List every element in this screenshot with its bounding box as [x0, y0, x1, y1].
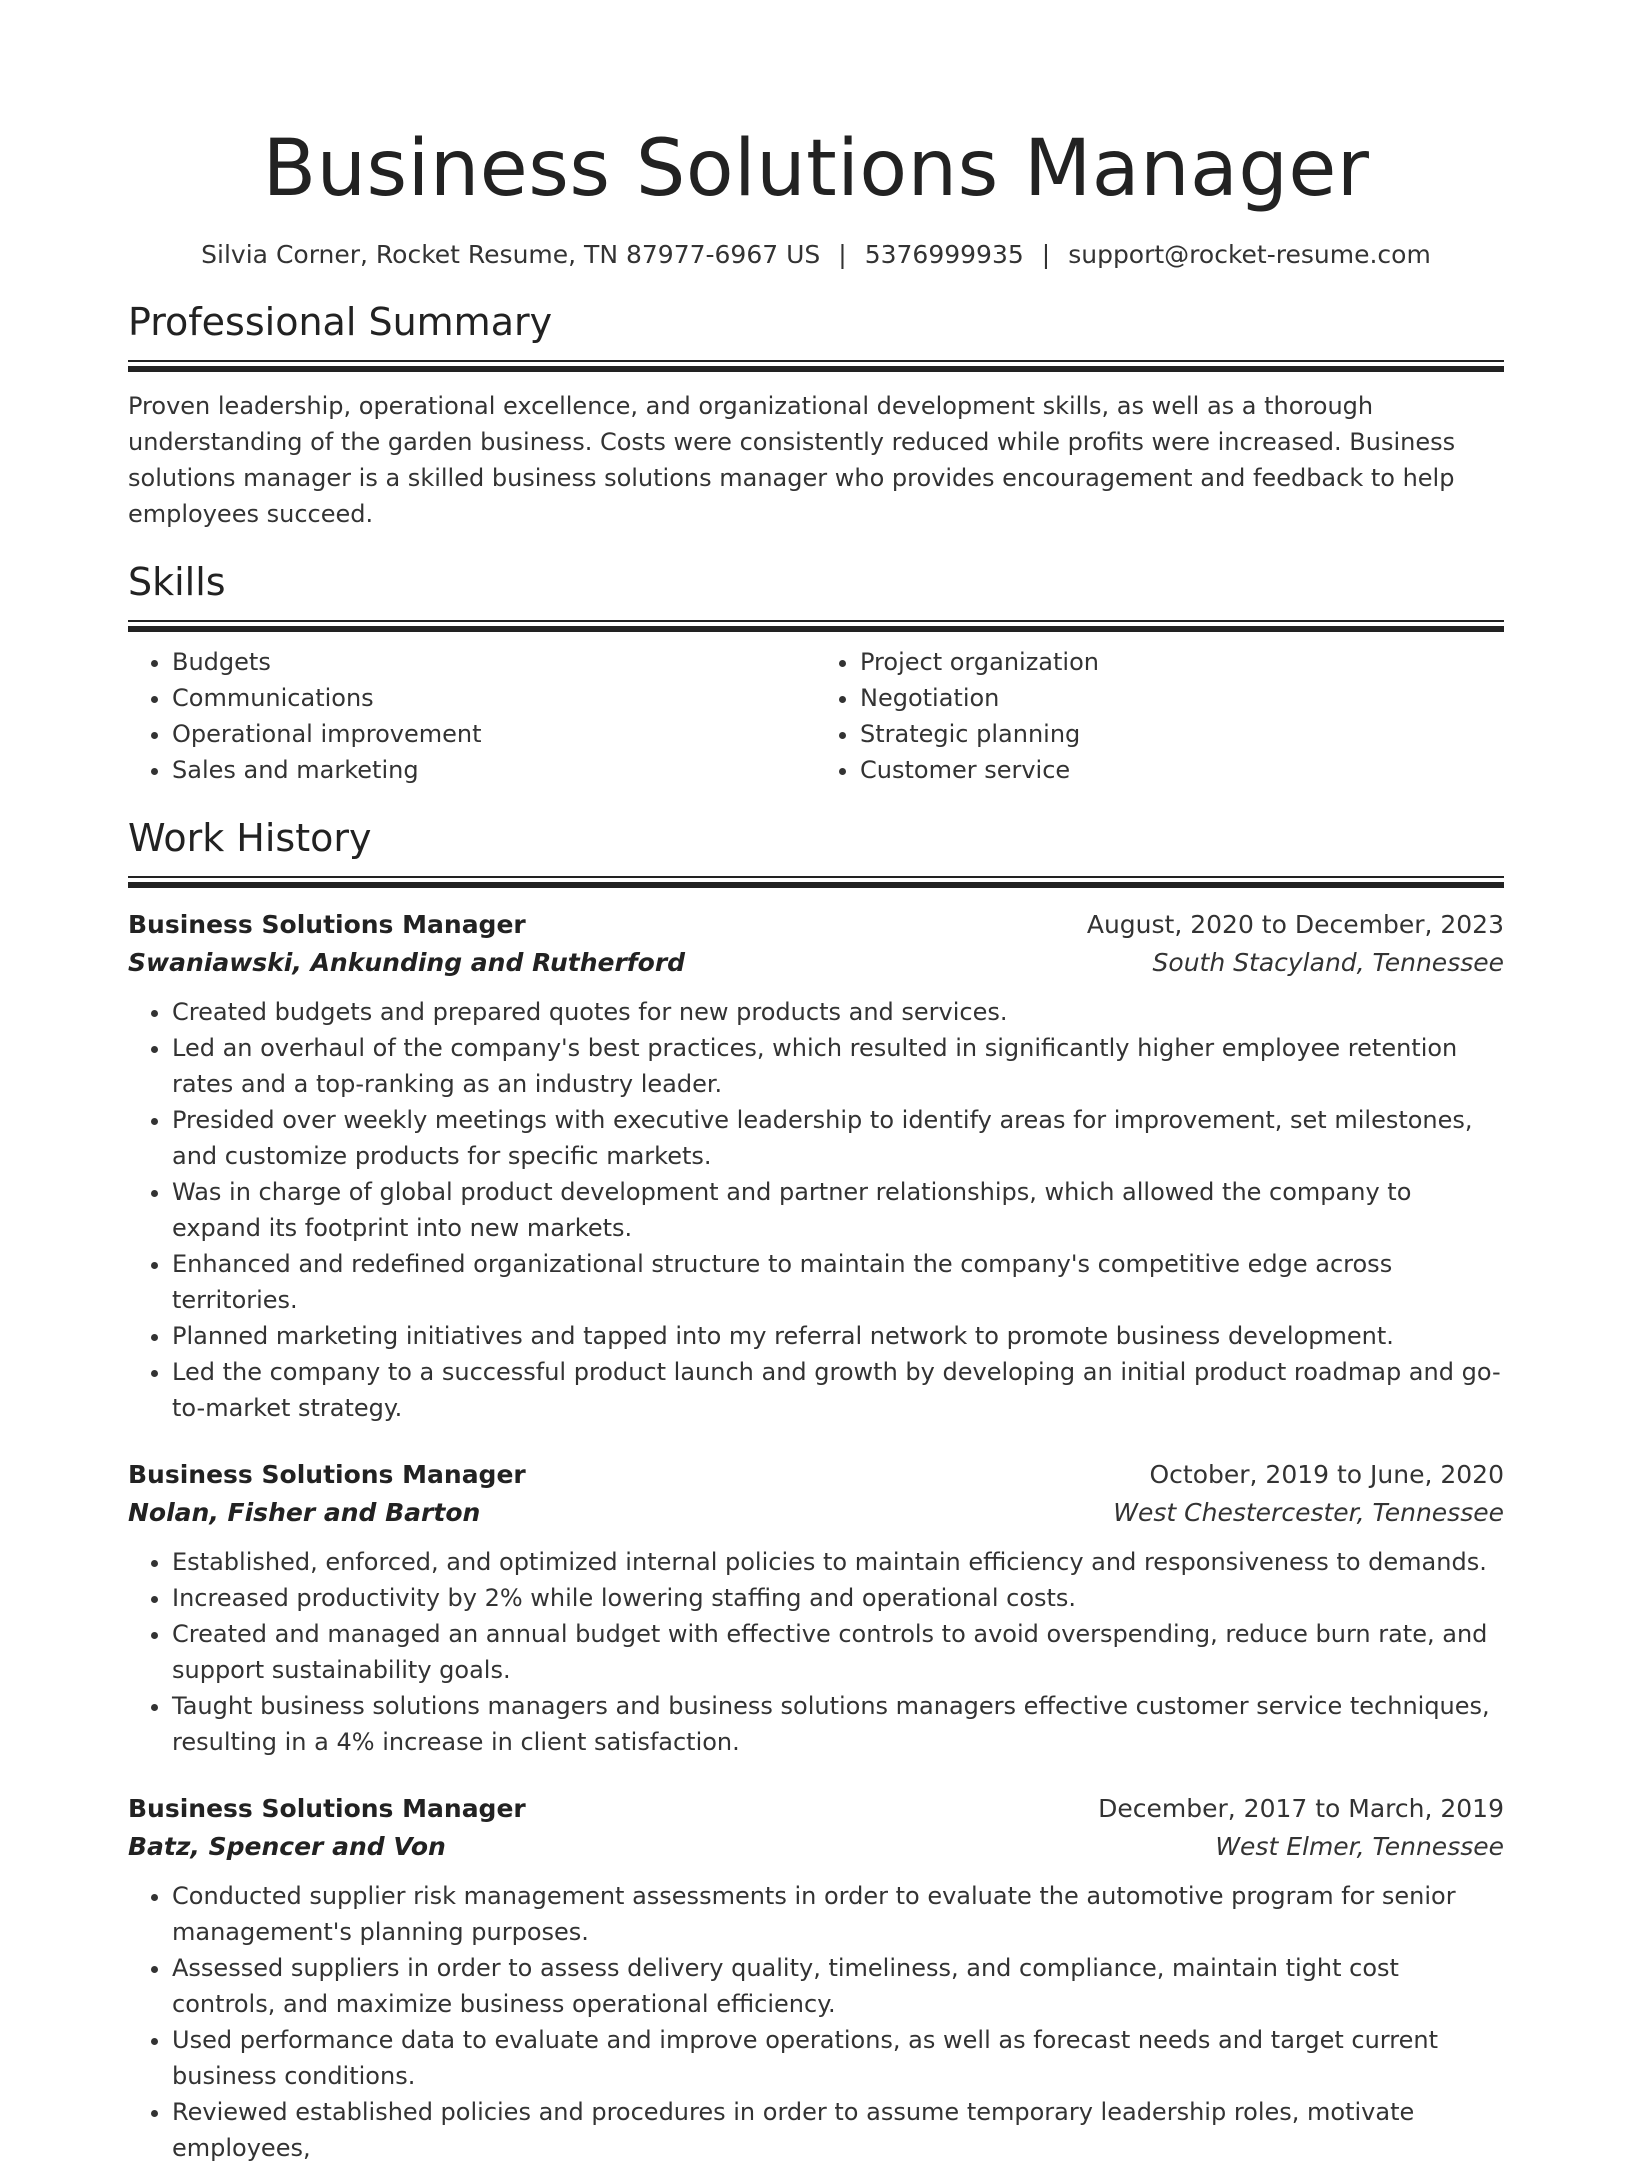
- job-employer-row: [128, 944, 1504, 982]
- skill-item: • Customer service: [860, 752, 1504, 788]
- job-location: South Stacyland, Tennessee: [1152, 948, 1504, 977]
- job-bullet: • Planned marketing initiatives and tapped into my referral network to promote business development.: [172, 1318, 1504, 1354]
- skill-item: • Strategic planning: [860, 716, 1504, 752]
- skills-column-left: [128, 644, 816, 788]
- job-bullet: • Was in charge of global product development and partner relationships, which allowed the company to expand its footprint into new markets.: [172, 1174, 1504, 1246]
- job-bullet: • Presided over weekly meetings with executive leadership to identify areas for improvement, set milestones, and customize products for specific markets.: [172, 1102, 1504, 1174]
- contact-separator: |: [1041, 240, 1051, 269]
- job-title: Business Solutions Manager: [128, 1460, 526, 1489]
- job-bullet: • Enhanced and redefined organizational structure to maintain the company's competitive edge across territories.: [172, 1246, 1504, 1318]
- skill-item: • Project organization: [860, 644, 1504, 680]
- summary-heading: Professional Summary: [128, 300, 553, 344]
- job-bullet: • Used performance data to evaluate and improve operations, as well as forecast needs and target current business conditions.: [172, 2022, 1504, 2094]
- job-header-row: [128, 906, 1504, 944]
- job-dates: December, 2017 to March, 2019: [1098, 1794, 1504, 1823]
- job-bullet: • Taught business solutions managers and business solutions managers effective customer service techniques, resulting in a 4% increase in client satisfaction.: [172, 1688, 1504, 1760]
- job-bullet: • Led the company to a successful product launch and growth by developing an initial product roadmap and go-to-market strategy.: [172, 1354, 1504, 1426]
- skill-item: • Sales and marketing: [172, 752, 816, 788]
- job-bullet: • Established, enforced, and optimized internal policies to maintain efficiency and responsiveness to demands.: [172, 1544, 1504, 1580]
- work-history-heading: Work History: [128, 816, 372, 860]
- job-bullet: • Reviewed established policies and procedures in order to assume temporary leadership roles, motivate employees,: [172, 2094, 1504, 2166]
- job-bullet: • Created and managed an annual budget with effective controls to avoid overspending, reduce burn rate, and support sustainability goals.: [172, 1616, 1504, 1688]
- summary-section: [128, 298, 1504, 532]
- job-bullet: • Increased productivity by 2% while lowering staffing and operational costs.: [172, 1580, 1504, 1616]
- work-history-section: [128, 814, 1504, 2166]
- job-bullets: [128, 994, 1504, 1426]
- job-title: Business Solutions Manager: [128, 1794, 526, 1823]
- job-company: Batz, Spencer and Von: [128, 1832, 446, 1861]
- skill-item: • Budgets: [172, 644, 816, 680]
- section-divider: [128, 360, 1504, 372]
- skills-heading: Skills: [128, 560, 226, 604]
- job-bullet: • Conducted supplier risk management assessments in order to evaluate the automotive program for senior management's planning purposes.: [172, 1878, 1504, 1950]
- job-bullet: • Assessed suppliers in order to assess delivery quality, timeliness, and compliance, maintain tight cost controls, and maximize business operational efficiency.: [172, 1950, 1504, 2022]
- contact-email: support@rocket-resume.com: [1068, 240, 1431, 269]
- job-entry: [128, 1790, 1504, 2166]
- job-location: West Elmer, Tennessee: [1215, 1832, 1504, 1861]
- job-bullets: [128, 1878, 1504, 2166]
- job-entry: [128, 906, 1504, 1426]
- contact-phone: 5376999935: [864, 240, 1024, 269]
- skills-grid: [128, 644, 1504, 788]
- job-company: Nolan, Fisher and Barton: [128, 1498, 481, 1527]
- contact-separator: |: [838, 240, 847, 269]
- summary-text: Proven leadership, operational excellence, and organizational development skills, as well as a thorough understanding of the garden business. Costs were consistently reduced while profits were increased. Business solutions manager is a skilled business solutions manager who provides encouragement and feedback to help employees succeed.: [128, 392, 1456, 528]
- skill-item: • Negotiation: [860, 680, 1504, 716]
- job-header-row: [128, 1456, 1504, 1494]
- job-dates: August, 2020 to December, 2023: [1086, 910, 1504, 939]
- job-entry: [128, 1456, 1504, 1760]
- job-company: Swaniawski, Ankunding and Rutherford: [128, 948, 686, 977]
- job-location: West Chestercester, Tennessee: [1113, 1498, 1504, 1527]
- job-title: Business Solutions Manager: [128, 910, 526, 939]
- job-bullet: • Created budgets and prepared quotes for new products and services.: [172, 994, 1504, 1030]
- job-bullets: [128, 1544, 1504, 1760]
- contact-address: Silvia Corner, Rocket Resume, TN 87977-6967 US: [201, 240, 821, 269]
- skill-item: • Communications: [172, 680, 816, 716]
- section-divider: [128, 876, 1504, 888]
- job-employer-row: [128, 1828, 1504, 1866]
- skill-item: • Operational improvement: [172, 716, 816, 752]
- job-dates: October, 2019 to June, 2020: [1149, 1460, 1504, 1489]
- skills-section: [128, 558, 1504, 788]
- job-header-row: [128, 1790, 1504, 1828]
- resume-title: Business Solutions Manager: [262, 124, 1370, 214]
- skills-column-right: [816, 644, 1504, 788]
- job-bullet: • Led an overhaul of the company's best practices, which resulted in significantly higher employee retention rates and a top-ranking as an industry leader.: [172, 1030, 1504, 1102]
- job-employer-row: [128, 1494, 1504, 1532]
- section-divider: [128, 620, 1504, 632]
- contact-line: [128, 238, 1504, 272]
